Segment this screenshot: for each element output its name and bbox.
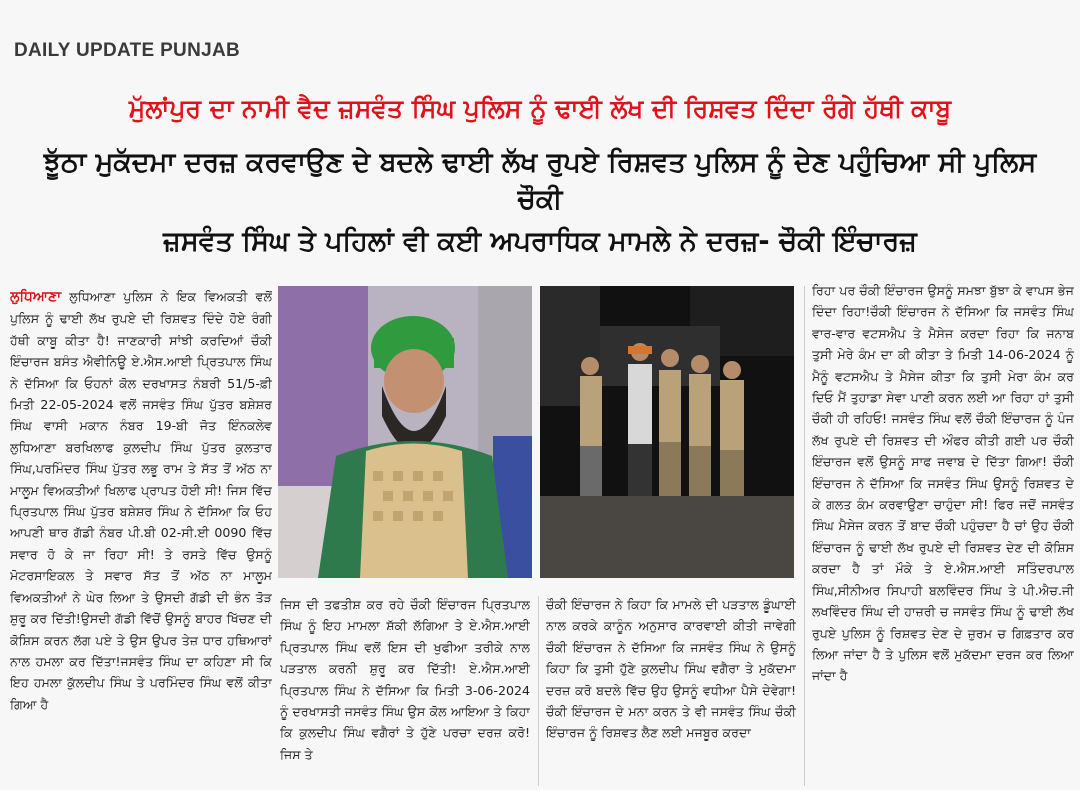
- article-column-2: ਜਿਸ ਦੀ ਤਫਤੀਸ਼ ਕਰ ਰਹੇ ਚੌਕੀ ਇੰਚਾਰਜ ਪ੍ਰਿਤਪਾਲ ਸਿੰਘ ਨੂੰ ਇਹ ਮਾਮਲਾ ਸ਼ੱਕੀ ਲੱਗਿਆ ਤੇ ਏ.ਐਸ.ਆਈ ਪ੍ਰਿਤਪਾਲ ਸਿੰਘ ਵਲੋਂ ਇਸ ਦੀ ਖੁਫੀਆ ਤਰੀਕੇ ਨਾਲ ਪੜਤਾਲ ਕਰਨੀ ਸ਼ੁਰੂ ਕਰ ਦਿੱਤੀ! ਏ.ਐਸ.ਆਈ ਪ੍ਰਿਤਪਾਲ ਸਿੰਘ ਨੇ ਦੱਸਿਆ ਕਿ ਮਿਤੀ 3-06-2024 ਨੂੰ ਦਰਖਾਸਤੀ ਜਸਵੰਤ ਸਿੰਘ ਉਸ ਕੋਲ ਆਇਆ ਤੇ ਕਿਹਾ ਕਿ ਕੁਲਦੀਪ ਸਿੰਘ ਵਗੈਰਾਂ ਤੇ ਹੁੱਣੇ ਪਰਚਾ ਦਰਜ਼ ਕਰੋ!ਜਿਸ ਤੇ: [280, 597, 530, 762]
- police-group-illustration: [540, 286, 794, 578]
- article-column-3: ਚੌਕੀ ਇੰਚਾਰਜ ਨੇ ਕਿਹਾ ਕਿ ਮਾਮਲੇ ਦੀ ਪੜਤਾਲ ਡੂੰਘਾਈ ਨਾਲ ਕਰਕੇ ਕਾਨੂੰਨ ਅਨੁਸਾਰ ਕਾਰਵਾਈ ਕੀਤੀ ਜਾਵੇਗੀ ਚੌਕੀ ਇੰਚਾਰਜ ਨੇ ਦੱਸਿਆ ਕਿ ਜਸਵੰਤ ਸਿੰਘ ਨੇ ਉਸਨੂੰ ਕਿਹਾ ਕਿ ਤੁਸੀ ਹੁੱਣੇ ਕੁਲਦੀਪ ਸਿੰਘ ਵਗੈਰਾ ਤੇ ਮੁਕੱਦਮਾ ਦਰਜ਼ ਕਰੋ ਬਦਲੇ ਵਿੱਚ ਉਹ ਉਸਨੂੰ ਵਧੀਆ ਪੈਸੇ ਦੇਵੇਗਾ!ਚੌਕੀ ਇੰਚਾਰਜ ਦੇ ਮਨਾ ਕਰਨ ਤੇ ਵੀ ਜਸਵੰਤ ਸਿੰਘ ਚੌਕੀ ਇੰਚਾਰਜ ਨੂੰ ਰਿਸ਼ਵਤ ਲੈਣ ਲਈ ਮਜਬੂਰ ਕਰਦਾ: [546, 597, 796, 741]
- dateline: ਲੁਧਿਆਣਾ: [10, 289, 62, 305]
- portrait-illustration: [278, 286, 532, 578]
- column-divider: [804, 286, 805, 786]
- article-column-4: ਰਿਹਾ ਪਰ ਚੌਕੀ ਇੰਚਾਰਜ ਉਸਨੂੰ ਸਮਝਾ ਬੁੱਝਾ ਕੇ ਵਾਪਸ ਭੇਜ ਦਿੰਦਾ ਰਿਹਾ!ਚੌਕੀ ਇੰਚਾਰਜ ਨੇ ਦੱਸਿਆ ਕਿ ਜਸਵੰਤ ਸਿੰਘ ਵਾਰ-ਵਾਰ ਵਟਸਐਪ ਤੇ ਮੈਸੇਜ ਕਰਦਾ ਰਿਹਾ ਕਿ ਜਨਾਬ ਤੁਸੀ ਮੇਰੇ ਕੰਮ ਦਾ ਕੀ ਕੀਤਾ ਤੇ ਮਿਤੀ 14-06-2024 ਨੂੰ ਮੈਨੂੰ ਵਟਸਐਪ ਤੇ ਮੈਸੇਜ ਕੀਤਾ ਕਿ ਤੁਸੀ ਮੇਰਾ ਕੰਮ ਕਰ ਦਿਓ ਮੈਂ ਤੁਹਾਡਾ ਸੇਵਾ ਪਾਣੀ ਕਰਨ ਲਈ ਆ ਰਿਹਾ ਹਾਂ ਤੁਸੀ ਚੌਕੀ ਹੀ ਰਹਿਓ! ਜਸਵੰਤ ਸਿੰਘ ਵਲੋਂ ਚੌਕੀ ਇੰਚਾਰਜ ਨੂੰ ਪੰਜ ਲੱਖ ਰੁਪਏ ਦੀ ਰਿਸ਼ਵਤ ਦੀ ਔਫਰ ਕੀਤੀ ਗਈ ਪਰ ਚੌਕੀ ਇੰਚਾਰਜ ਵਲੋਂ ਉਸਨੂੰ ਸਾਫ ਜਵਾਬ ਦੇ ਦਿੱਤਾ ਗਿਆ! ਚੌਕੀ ਇੰਚਾਰਜ ਨੇ ਦੱਸਿਆ ਕਿ ਜਸਵੰਤ ਸਿੰਘ ਉਸਨੂੰ ਰਿਸ਼ਵਤ ਦੇ ਕੇ ਗਲਤ ਕੰਮ ਕਰਵਾਉਣਾ ਚਾਹੁੰਦਾ ਸੀ! ਫਿਰ ਜਦੋਂ ਜਸਵੰਤ ਸਿੰਘ ਮੈਸੇਜ ਕਰਨ ਤੋਂ ਬਾਦ ਚੌਕੀ ਪਹੁੰਚਦਾ ਹੈ ਚਾਂ ਉਹ ਚੌਕੀ ਇੰਚਾਰਜ ਨੂੰ ਢਾਈ ਲੱਖ ਰੁਪਏ ਦੀ ਰਿਸ਼ਵਤ ਦੇਣ ਦੀ ਕੋਸ਼ਿਸ ਕਰਦਾ ਹੈ ਤਾਂ ਮੌਕੇ ਤੇ ਏ.ਐਸ.ਆਈ ਸਤਿੰਦਰਪਾਲ ਸਿੰਘ,ਸੀਨੀਅਰ ਸਿਪਾਹੀ ਬਲਵਿੰਦਰ ਸਿੰਘ ਤੇ ਪੀ.ਐਚ.ਜੀ ਲਖਵਿੰਦਰ ਸਿੰਘ ਦੀ ਹਾਜ਼ਰੀ ਚ ਜਸਵੰਤ ਸਿੰਘ ਨੂੰ ਢਾਈ ਲੱਖ ਰੁਪਏ ਪੁਲਿਸ ਨੂੰ ਰਿਸ਼ਵਤ ਦੇਣ ਦੇ ਜ਼ੁਰਮ ਚ ਗਿਫ਼ਤਾਰ ਕਰ ਲਿਆ ਜਾਂਦਾ ਹੈ ਤੇ ਪੁਲਿਸ ਵਲੋਂ ਮੁਕੱਦਮਾ ਦਰਜ ਕਰ ਲਿਆ ਜਾਂਦਾ ਹੈ: [812, 283, 1074, 684]
- headline-red: ਮੁੱਲਾਂਪੁਰ ਦਾ ਨਾਮੀ ਵੈਦ ਜ਼ਸਵੰਤ ਸਿੰਘ ਪੁਲਿਸ ਨੂੰ ਢਾਈ ਲੱਖ ਦੀ ਰਿਸ਼ਵਤ ਦਿੰਦਾ ਰੰਗੇ ਹੱਥੀ ਕਾਬੂ: [128, 94, 952, 123]
- column-divider: [538, 596, 539, 786]
- article-column-1: [10, 286, 272, 788]
- headline-sub: ਝੂੱਠਾ ਮੁਕੱਦਮਾ ਦਰਜ਼ ਕਰਵਾਉਣ ਦੇ ਬਦਲੇ ਢਾਈ ਲੱਖ ਰੁਪਏ ਰਿਸ਼ਵਤ ਪੁਲਿਸ ਨੂੰ ਦੇਣ ਪਹੁੰਚਿਆ ਸੀ ਪੁਲਿਸ ਚੌਕੀ: [43, 147, 1037, 215]
- portrait-photo: [278, 286, 532, 578]
- police-group-photo: [540, 286, 794, 578]
- headline-sub-2: ਜ਼ਸਵੰਤ ਸਿੰਘ ਤੇ ਪਹਿਲਾਂ ਵੀ ਕਈ ਅਪਰਾਧਿਕ ਮਾਮਲੇ ਨੇ ਦਰਜ਼- ਚੌਕੀ ਇੰਚਾਰਜ਼: [163, 226, 917, 257]
- article-text-1: ਲੁਧਿਆਣਾ ਪੁਲਿਸ ਨੇ ਇਕ ਵਿਅਕਤੀ ਵਲੋਂ ਪੁਲਿਸ ਨੂੰ ਢਾਈ ਲੱਖ ਰੁਪਏ ਦੀ ਰਿਸ਼ਵਤ ਦਿੰਦੇ ਹੋਏ ਰੰਗੀ ਹੱਥੀ ਕਾਬੂ ਕੀਤਾ ਹੈ! ਜਾਣਕਾਰੀ ਸਾਂਝੀ ਕਰਦਿਆਂ ਚੌਕੀ ਇੰਚਾਰਜ ਬਸੰਤ ਐਵੀਨਿਊ ਏ.ਐਸ.ਆਈ ਪ੍ਰਿਤਪਾਲ ਸਿੰਘ ਨੇ ਦੱਸਿਆ ਕਿ ਓਹਨਾਂ ਕੋਲ ਦਰਖਾਸਤ ਨੰਬਰੀ 51/5-ਫ਼ੀ ਮਿਤੀ 22-05-2024 ਵਲੋਂ ਜਸਵੰਤ ਸਿੰਘ ਪੁੱਤਰ ਬਸ਼ੇਸ਼ਰ ਸਿੰਘ ਵਾਸੀ ਮਕਾਨ ਨੰਬਰ 19-ਬੀ ਜੋਤ ਇੰਨਕਲੇਵ ਲੁਧਿਆਣਾ ਬਰਖਿਲਾਫ ਕੁਲਦੀਪ ਸਿੰਘ ਪੁੱਤਰ ਕੁਲਤਾਰ ਸਿੰਘ,ਪਰਮਿੰਦਰ ਸਿੰਘ ਪੁੱਤਰ ਲਭੂ ਰਾਮ ਤੇ ਸੱਤ ਤੋਂ ਅੱਠ ਨਾ ਮਾਲੂਮ ਵਿਅਕਤੀਆਂ ਖਿਲਾਫ ਪ੍ਰਾਪਤ ਹੋਈ ਸੀ! ਜਿਸ ਵਿੱਚ ਪ੍ਰਿਤਪਾਲ ਸਿੰਘ ਪੁੱਤਰ ਬਸ਼ੇਸ਼ਰ ਸਿੰਘ ਨੇ ਦੱਸਿਆ ਕਿ ਓਹ ਆਪਣੀ ਥਾਰ ਗੱਡੀ ਨੰਬਰ ਪੀ.ਬੀ 02-ਸੀ.ਈ 0090 ਵਿੱਚ ਸਵਾਰ ਹੋ ਕੇ ਜਾ ਰਿਹਾ ਸੀ! ਤੇ ਰਸਤੇ ਵਿੱਚ ਉਸਨੂੰ ਮੋਟਰਸਾਇਕਲ ਤੇ ਸਵਾਰ ਸੱਤ ਤੋਂ ਅੱਠ ਨਾ ਮਾਲੂਮ ਵਿਅਕਤੀਆਂ ਨੇ ਘੇਰ ਲਿਆ ਤੇ ਉਸਦੀ ਗੱਡੀ ਦੀ ਭੰਨ ਤੋੜ ਸ਼ੁਰੂ ਕਰ ਦਿੱਤੀ!ਉਸਦੀ ਗੱਡੀ ਵਿੱਚੋਂ ਉਸਨੂੰ ਬਾਹਰ ਖਿੱਚਣ ਦੀ ਕੋਸ਼ਿਸ ਕਰਨ ਲੱਗ ਪਏ ਤੇ ਉਸ ਉਪਰ ਤੇਜ਼ ਧਾਰ ਹਥਿਆਰਾਂ ਨਾਲ ਹਮਲਾ ਕਰ ਦਿੱਤਾ!ਜਸਵੰਤ ਸਿੰਘ ਦਾ ਕਹਿਣਾ ਸੀ ਕਿ ਇਹ ਹਮਲਾ ਕੁੱਲਦੀਪ ਸਿੰਘ ਤੇ ਪਰਮਿੰਦਰ ਸਿੰਘ ਵਲੋਂ ਕੀਤਾ ਗਿਆ ਹੈ: [10, 289, 272, 712]
- masthead: DAILY UPDATE PUNJAB: [14, 40, 240, 61]
